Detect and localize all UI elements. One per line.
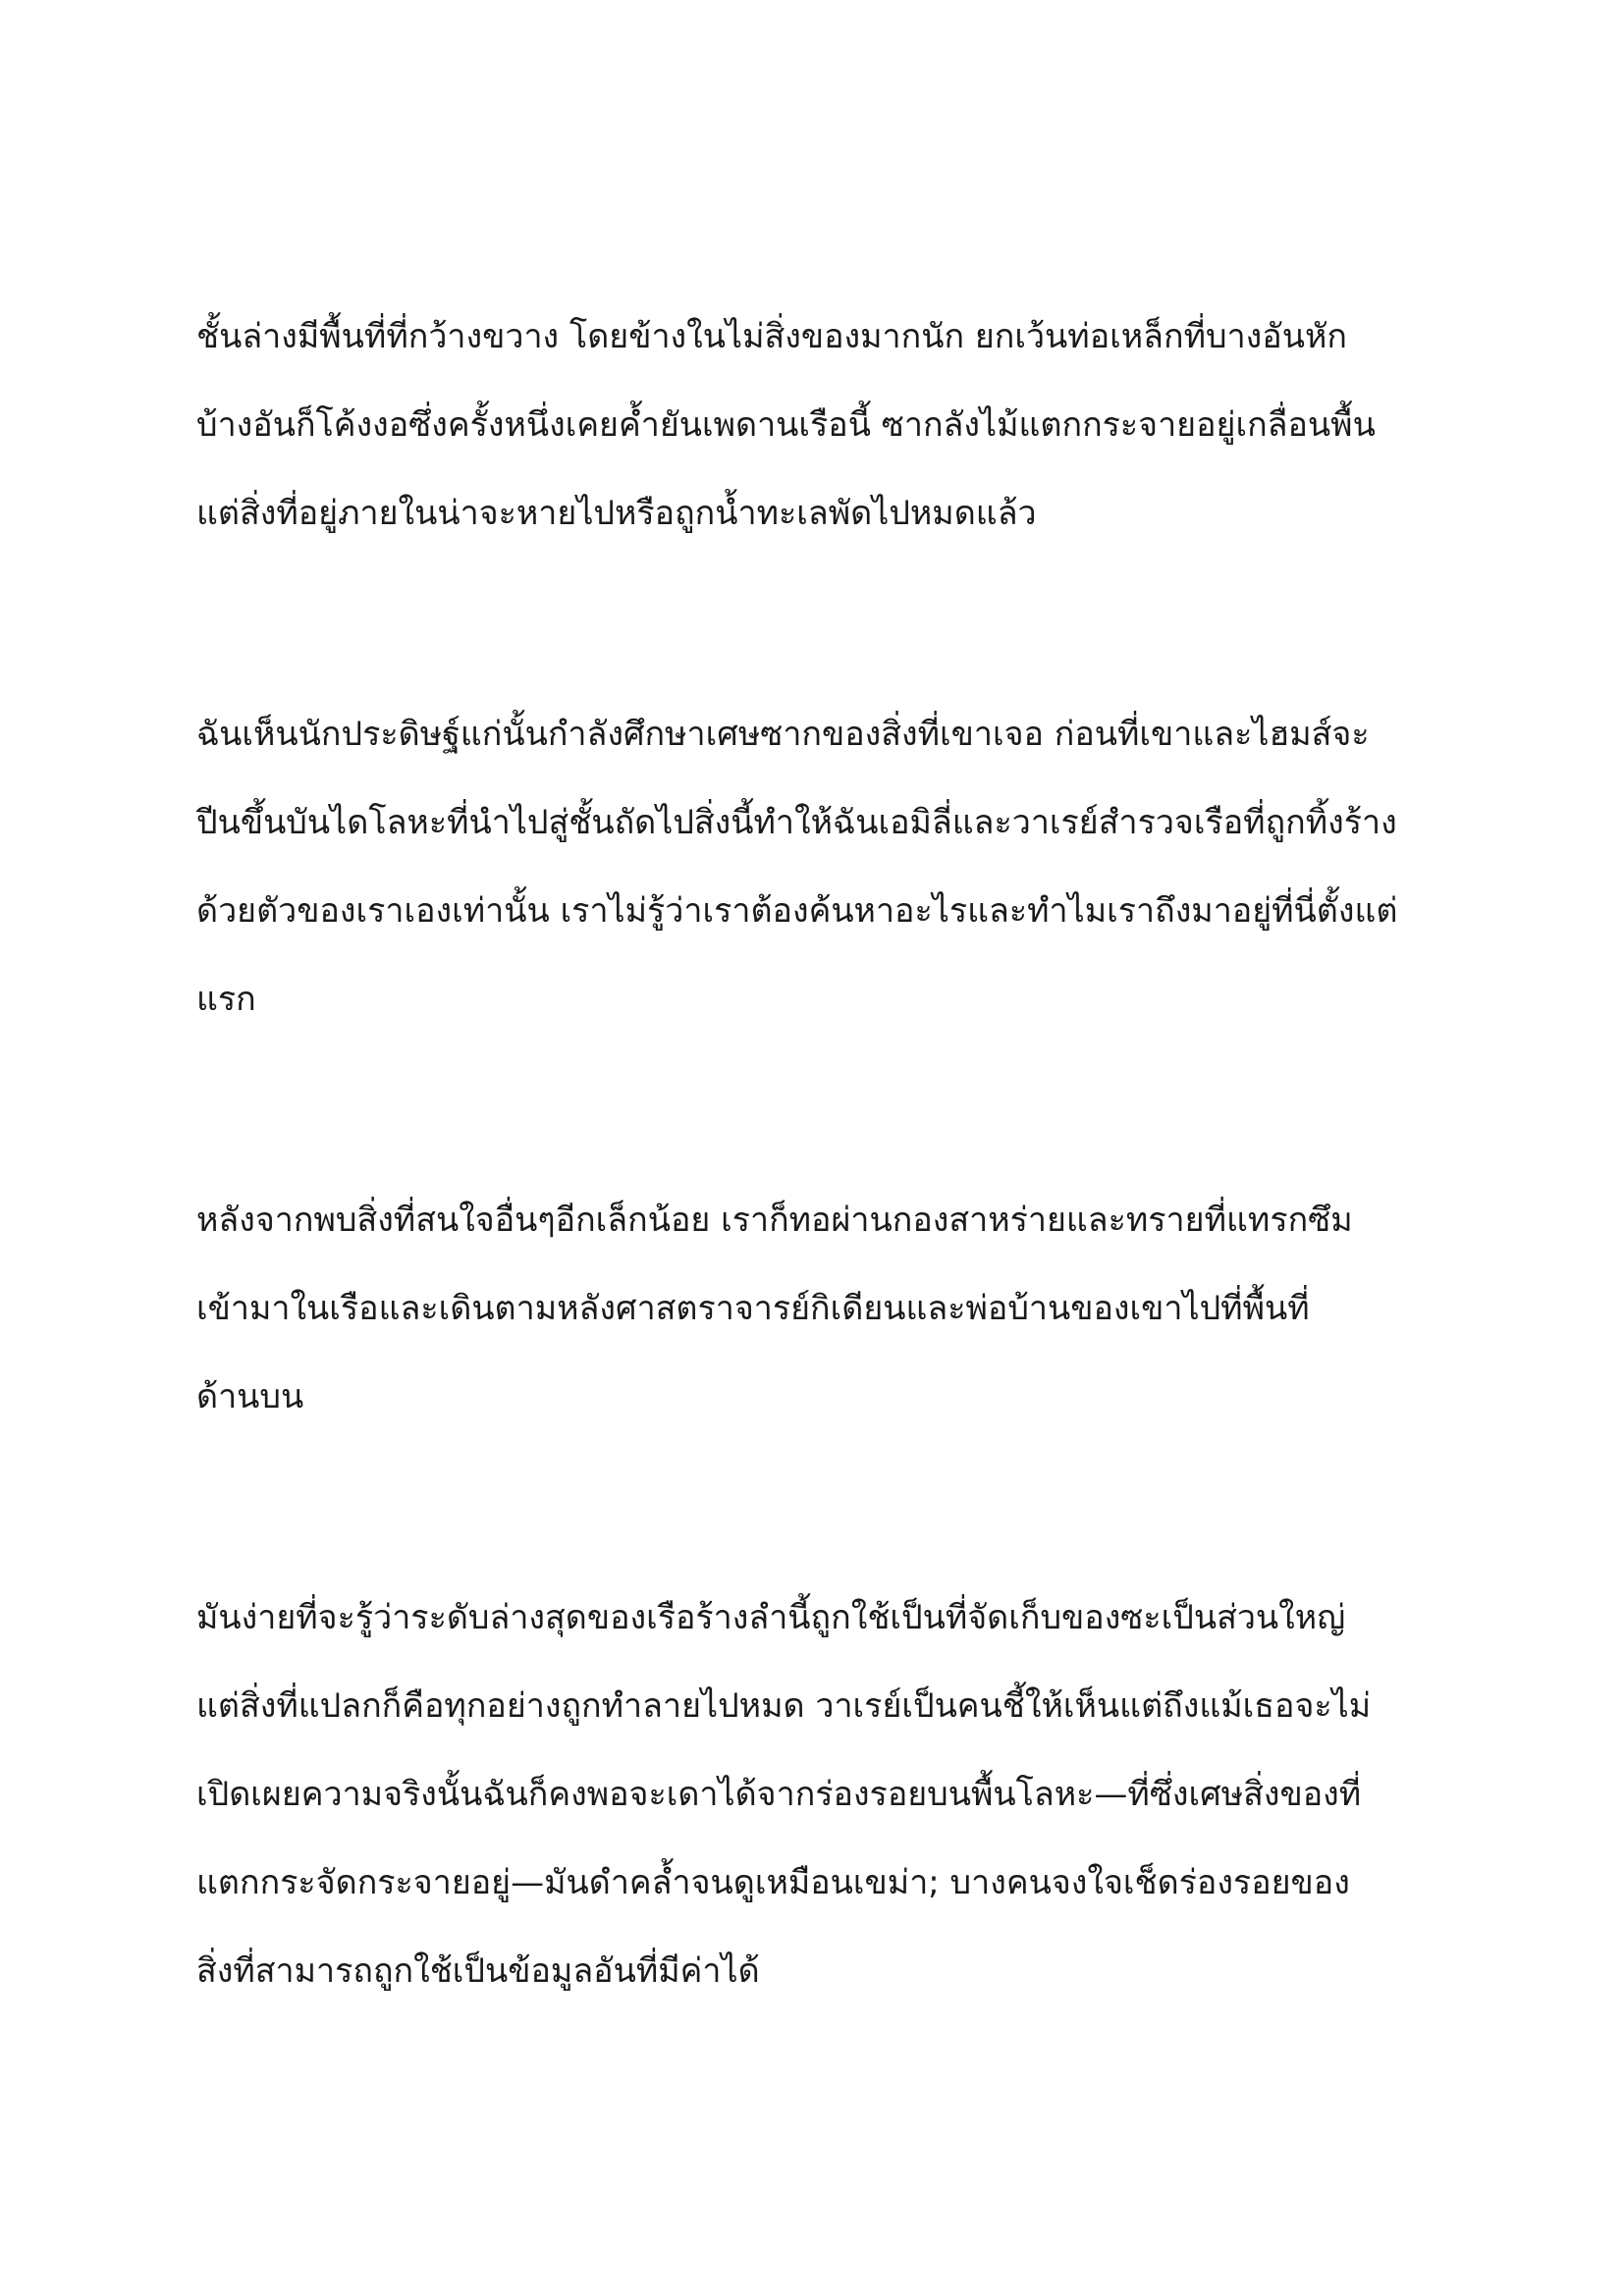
paragraph-1-line-3: แต่สิ่งที่อยู่ภายในน่าจะหายไปหรือถูกน้ำทะเลพัดไปหมดแล้ว xyxy=(196,494,1037,533)
paragraph-1-line-2: บ้างอันก็โค้งงอซึ่งครั้งหนึ่งเคยค้ำยันเพดานเรือนี้ ซากลังไม้แตกกระจายอยู่เกลื่อนพื้น xyxy=(196,405,1376,445)
paragraph-4-line-2: แต่สิ่งที่แปลกก็คือทุกอย่างถูกทำลายไปหมด วาเรย์เป็นคนชี้ให้เห็นแต่ถึงแม้เธอจะไม่ xyxy=(196,1686,1372,1726)
paragraph-3-line-3: ด้านบน xyxy=(196,1377,304,1416)
paragraph-2-line-4: แรก xyxy=(196,980,256,1019)
paragraph-2-line-3: ด้วยตัวของเราเองเท่านั้น เราไม่รู้ว่าเราต้องค้นหาอะไรและทำไมเราถึงมาอยู่ที่นี่ตั้งแต่ xyxy=(196,891,1398,931)
paragraph-2-line-2: ปีนขึ้นบันไดโลหะที่นำไปสู่ชั้นถัดไปสิ่งนี้ทำให้ฉันเอมิลี่และวาเรย์สำรวจเรือที่ถูกทิ้งร้าง xyxy=(196,803,1397,842)
paragraph-1-line-1: ชั้นล่างมีพื้นที่ที่กว้างขวาง โดยข้างในไม่สิ่งของมากนัก ยกเว้นท่อเหล็กที่บางอันหัก xyxy=(196,317,1347,356)
paragraph-4-line-5: สิ่งที่สามารถถูกใช้เป็นข้อมูลอันที่มีค่าได้ xyxy=(196,1951,760,1991)
paragraph-2-line-1: ฉันเห็นนักประดิษฐ์แก่นั้นกำลังศึกษาเศษซากของสิ่งที่เขาเจอ ก่อนที่เขาและไฮมส์จะ xyxy=(196,715,1370,754)
paragraph-4-line-1: มันง่ายที่จะรู้ว่าระดับล่างสุดของเรือร้างลำนี้ถูกใช้เป็นที่จัดเก็บของซะเป็นส่วนใหญ่ xyxy=(196,1598,1346,1637)
paragraph-4-line-3: เปิดเผยความจริงนั้นฉันก็คงพอจะเดาได้จากร่องรอยบนพื้นโลหะ—ที่ซึ่งเศษสิ่งของที่ xyxy=(196,1775,1362,1814)
paragraph-4-line-4: แตกกระจัดกระจายอยู่—มันดำคล้ำจนดูเหมือนเขม่า; บางคนจงใจเช็ดร่องรอยของ xyxy=(196,1863,1350,1902)
paragraph-3-line-2: เข้ามาในเรือและเดินตามหลังศาสตราจารย์กิเดียนและพ่อบ้านของเขาไปที่พื้นที่ xyxy=(196,1289,1310,1328)
paragraph-3-line-1: หลังจากพบสิ่งที่สนใจอื่นๆอีกเล็กน้อย เราก็ทอผ่านกองสาหร่ายและทรายที่แทรกซึม xyxy=(196,1201,1353,1240)
